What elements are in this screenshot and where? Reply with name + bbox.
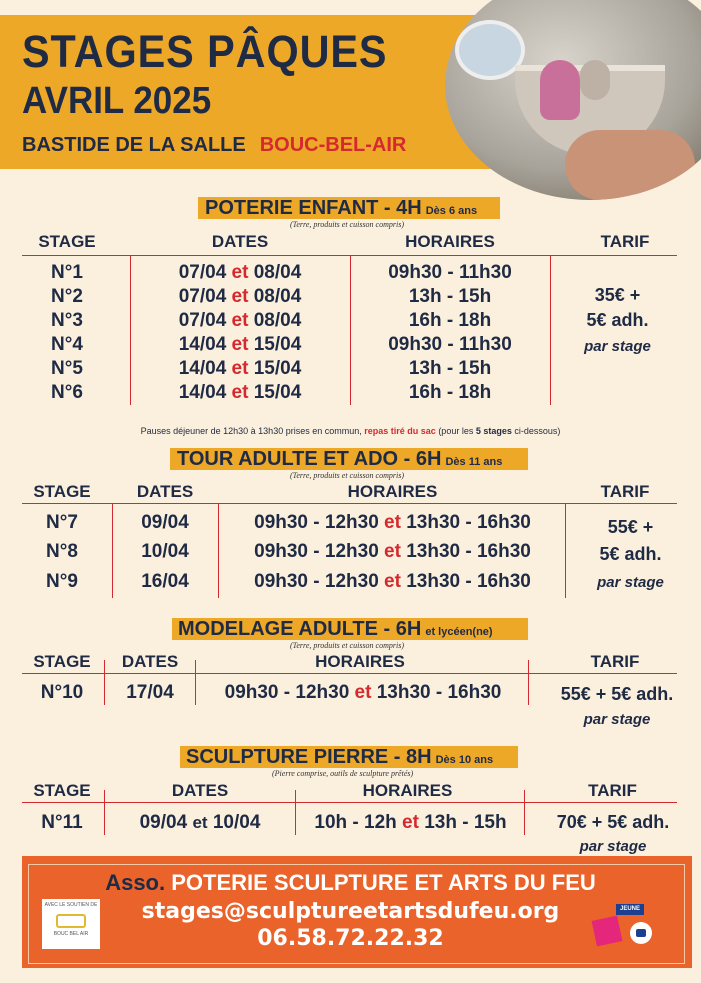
table-row-hours: 16h - 18h xyxy=(408,310,492,331)
table-row-dates: 14/04 et 15/04 xyxy=(178,334,302,355)
s2-col-dates: DATES xyxy=(136,482,194,501)
table-row-stage: N°1 xyxy=(51,262,83,283)
page-subtitle: AVRIL 2025 xyxy=(22,80,212,122)
table-row-stage: N°7 xyxy=(46,512,78,533)
table-row-dates: 07/04 et 08/04 xyxy=(178,286,302,307)
s2-divider xyxy=(218,503,219,598)
table-row-dates: 14/04 et 15/04 xyxy=(178,382,302,403)
s3-note: (Terre, produits et cuisson compris) xyxy=(290,641,404,650)
s4-col-tarif: TARIF xyxy=(588,781,637,800)
s1-tarif: 35€ + 5€ adh. par stage xyxy=(584,285,651,355)
s3-col-tarif: TARIF xyxy=(590,652,640,671)
s4-col-dates: DATES xyxy=(171,781,229,800)
s1-col-dates: DATES xyxy=(211,232,269,251)
table-row-date: 16/04 xyxy=(141,571,189,592)
table-row-hours: 13h - 15h xyxy=(408,358,492,379)
s2-col-hours: HORAIRES xyxy=(347,482,438,501)
region-logo-icon xyxy=(630,922,652,944)
table-row-hours: 09h30 - 12h30 et 13h30 - 16h30 xyxy=(254,571,531,592)
table-row-dates: 07/04 et 08/04 xyxy=(178,310,302,331)
table-row-stage: N°5 xyxy=(51,358,83,379)
s4-stage: N°11 xyxy=(41,812,83,833)
clay-figure xyxy=(540,60,580,120)
s3-hours: 09h30 - 12h30 et 13h30 - 16h30 xyxy=(224,682,502,703)
s2-col-stage: STAGE xyxy=(33,482,91,501)
s4-col-hours: HORAIRES xyxy=(362,781,453,800)
s1-col-hours: HORAIRES xyxy=(405,232,495,251)
s2-divider xyxy=(565,503,566,598)
table-row-date: 09/04 xyxy=(141,512,189,533)
s3-title: MODELAGE ADULTE - 6H et lycéen(ne) xyxy=(178,618,493,640)
hand xyxy=(565,130,695,200)
association-name: Asso. POTERIE SCULPTURE ET ARTS DU FEU xyxy=(105,870,596,895)
table-row-hours: 16h - 18h xyxy=(408,382,492,403)
s3-tarif: 55€ + 5€ adh. par stage xyxy=(560,684,674,728)
sponsor-logo: AVEC LE SOUTIEN DE BOUC BEL AIR xyxy=(42,899,100,949)
venue-town: BOUC-BEL-AIR xyxy=(259,134,407,156)
s2-header-line xyxy=(22,503,677,504)
table-row-stage: N°8 xyxy=(46,541,78,562)
s3-divider xyxy=(528,660,529,705)
s4-note: (Pierre comprise, outils de sculpture prêtés) xyxy=(272,769,414,778)
contact-email[interactable]: stages@sculptureetartsdufeu.org xyxy=(141,899,560,924)
table-row-stage: N°9 xyxy=(46,571,78,592)
s1-note: (Terre, produits et cuisson compris) xyxy=(290,220,404,229)
pass-culture-icon xyxy=(592,916,623,947)
s4-col-stage: STAGE xyxy=(33,781,91,800)
s1-title: POTERIE ENFANT - 4H Dès 6 ans xyxy=(205,197,478,219)
venue xyxy=(22,134,406,157)
table-row-stage: N°6 xyxy=(51,382,83,403)
s3-col-dates: DATES xyxy=(121,652,179,671)
table-row-hours: 09h30 - 11h30 xyxy=(388,334,512,355)
table-row-hours: 09h30 - 12h30 et 13h30 - 16h30 xyxy=(254,512,531,533)
s2-note: (Terre, produits et cuisson compris) xyxy=(290,471,404,480)
s4-hours: 10h - 12h et 13h - 15h xyxy=(314,812,507,833)
table-row-hours: 13h - 15h xyxy=(408,286,492,307)
s1-col-tarif: TARIF xyxy=(600,232,650,251)
s3-stage: N°10 xyxy=(40,682,84,703)
table-row-date: 10/04 xyxy=(141,541,189,562)
s4-divider xyxy=(295,790,296,835)
s1-col-stage: STAGE xyxy=(38,232,96,251)
s3-header-line xyxy=(22,673,677,674)
s3-col-hours: HORAIRES xyxy=(315,652,405,671)
s2-title: TOUR ADULTE ET ADO - 6H Dès 11 ans xyxy=(177,448,503,470)
contact-phone[interactable]: 06.58.72.22.32 xyxy=(257,926,444,951)
venue-name: BASTIDE DE LA SALLE xyxy=(22,134,246,156)
sponsor-emblem-icon xyxy=(56,914,86,928)
s2-divider xyxy=(112,503,113,598)
table-row-stage: N°2 xyxy=(51,286,83,307)
s3-col-stage: STAGE xyxy=(33,652,91,671)
page-title: STAGES PÂQUES xyxy=(22,26,388,77)
pottery-photo xyxy=(445,0,701,200)
partner-logos xyxy=(590,904,662,954)
s3-date: 17/04 xyxy=(126,682,174,703)
table-row-stage: N°3 xyxy=(51,310,83,331)
clay-figure-cat xyxy=(580,60,610,100)
s4-dates: 09/04 et 10/04 xyxy=(139,812,261,833)
s3-divider xyxy=(195,660,196,705)
table-row-stage: N°4 xyxy=(51,334,83,355)
jeune-badge: JEUNE xyxy=(616,904,644,915)
s1-divider xyxy=(550,255,551,405)
s4-header-line xyxy=(22,802,677,803)
s4-title: SCULPTURE PIERRE - 8H Dès 10 ans xyxy=(186,746,494,768)
table-row-hours: 09h30 - 11h30 xyxy=(388,262,512,283)
table-row-dates: 14/04 et 15/04 xyxy=(178,358,302,379)
s2-tarif: 55€ + 5€ adh. par stage xyxy=(597,517,664,591)
lunch-note: Pauses déjeuner de 12h30 à 13h30 prises en commun, repas tiré du sac (pour les 5 stages ci-dessous) xyxy=(140,426,561,436)
table-row-dates: 07/04 et 08/04 xyxy=(178,262,302,283)
s2-col-tarif: TARIF xyxy=(600,482,650,501)
s4-divider xyxy=(524,790,525,835)
s4-tarif: 70€ + 5€ adh. par stage xyxy=(556,812,670,855)
table-row-hours: 09h30 - 12h30 et 13h30 - 16h30 xyxy=(254,541,531,562)
